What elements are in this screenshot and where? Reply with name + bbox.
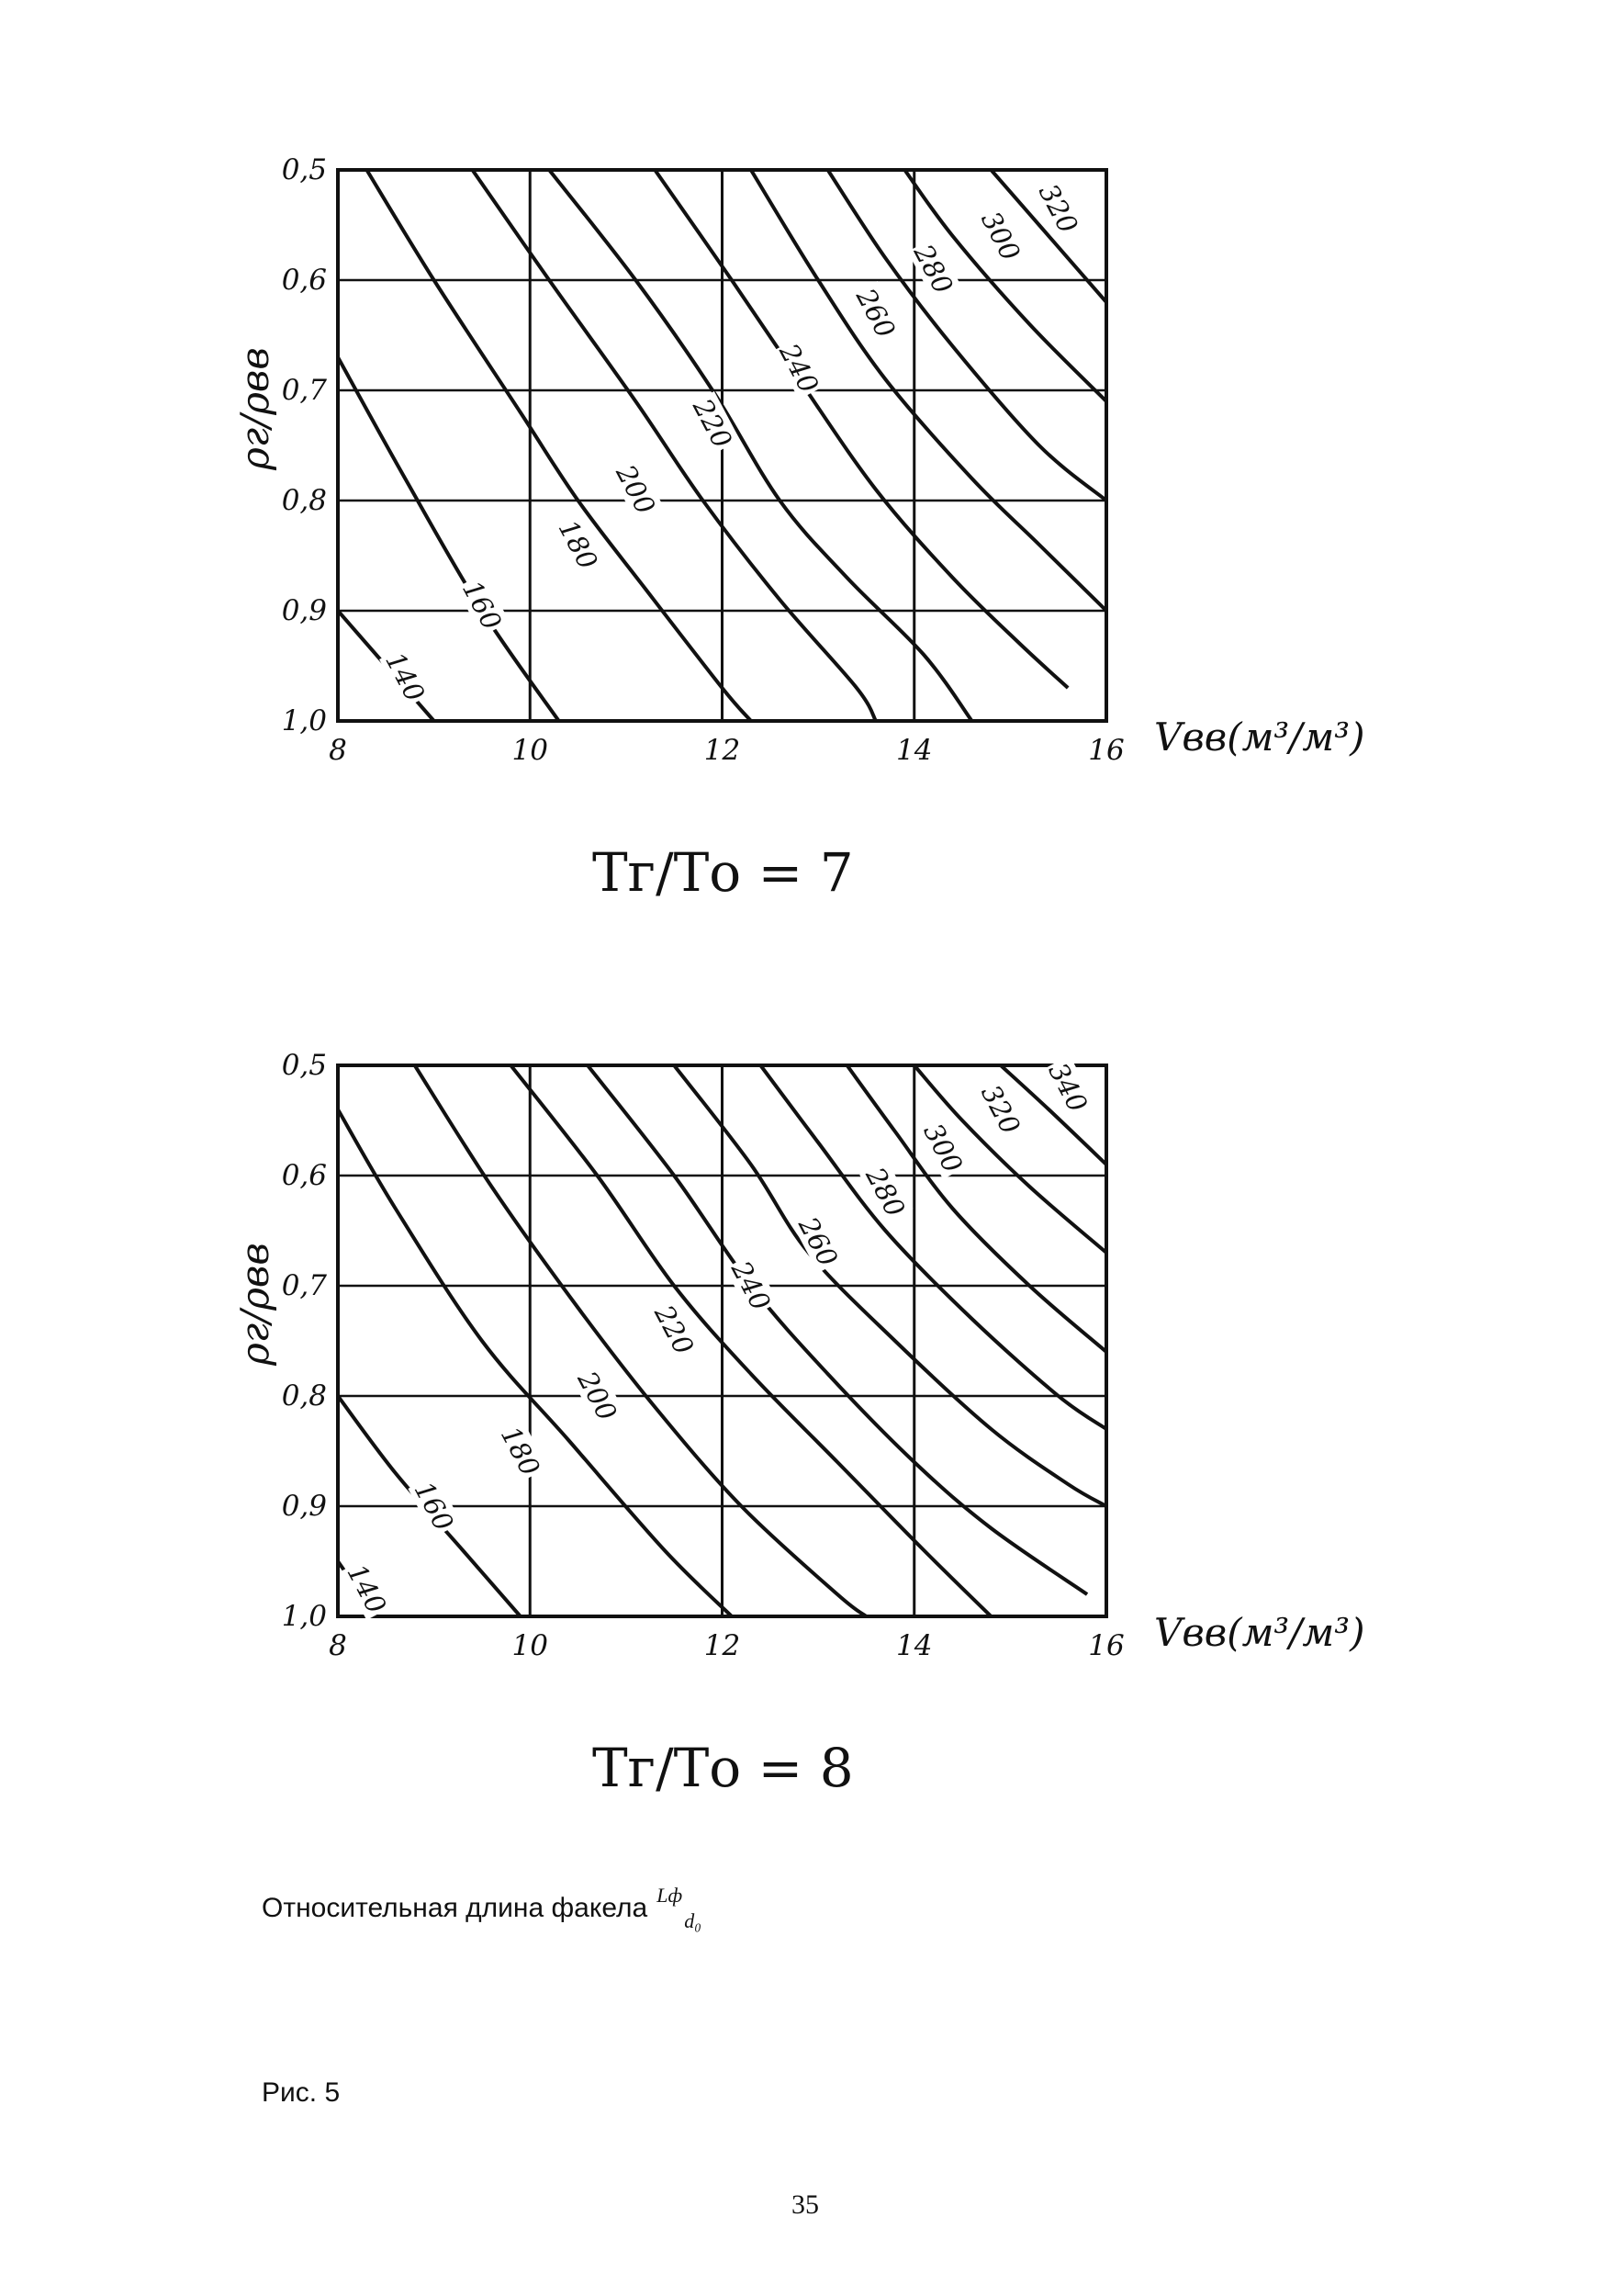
- contour-label-140: [340, 1557, 394, 1620]
- y-tick-label: 0,7: [281, 1269, 327, 1302]
- x-tick-label: 14: [896, 734, 933, 767]
- contour-label-300: [974, 204, 1028, 267]
- y-tick-label: 0,9: [281, 594, 327, 627]
- contour-label-180: [551, 512, 605, 576]
- caption-text: Относительная длина факела: [262, 1892, 648, 1923]
- contour-line-180: [366, 170, 751, 721]
- figure-label: Рис. 5: [262, 2077, 341, 2108]
- contour-label-260: [849, 281, 903, 344]
- y-tick-label: 1,0: [281, 1600, 327, 1633]
- x-tick-label: 14: [896, 1629, 933, 1662]
- y-tick-label: 0,5: [281, 153, 327, 186]
- contour-label-text: 220: [648, 1300, 701, 1360]
- contour-line-180: [338, 1109, 732, 1616]
- contour-label-text: 260: [792, 1211, 845, 1272]
- x-axis-label: Vвв(м³/м³): [1154, 715, 1365, 760]
- contour-label-text: 280: [859, 1162, 912, 1222]
- y-tick-label: 0,8: [281, 484, 327, 517]
- x-tick-label: 10: [511, 734, 548, 767]
- contour-label-text: 260: [849, 283, 902, 343]
- contour-label-text: 240: [724, 1255, 777, 1316]
- x-tick-label: 12: [703, 1629, 741, 1662]
- contour-chart-tg-to-7: [0, 138, 1604, 964]
- contour-label-text: 140: [341, 1559, 393, 1619]
- relative-length-fraction: [656, 1883, 701, 1933]
- figure-caption: [262, 1883, 701, 1933]
- contour-label-text: 340: [1042, 1057, 1094, 1118]
- contour-label-180: [494, 1419, 548, 1482]
- y-axis-label: ρг/ρвв: [232, 347, 277, 470]
- contour-label-140: [378, 645, 432, 708]
- x-tick-label: 16: [1088, 1629, 1125, 1662]
- contour-label-text: 300: [974, 206, 1026, 266]
- contour-label-280: [858, 1160, 913, 1223]
- contour-label-text: 160: [408, 1476, 460, 1536]
- y-tick-label: 0,8: [281, 1379, 327, 1412]
- y-tick-label: 1,0: [281, 704, 327, 737]
- contour-label-320: [974, 1077, 1028, 1141]
- y-tick-label: 0,9: [281, 1490, 327, 1523]
- contour-label-200: [609, 457, 663, 521]
- contour-label-text: 320: [1032, 178, 1084, 239]
- fraction-denominator: d₀: [684, 1908, 701, 1932]
- x-tick-label: 16: [1088, 734, 1125, 767]
- contour-label-text: 140: [379, 647, 432, 707]
- contour-label-320: [1032, 176, 1086, 240]
- y-tick-label: 0,6: [281, 1159, 327, 1192]
- fraction-numerator: Lф: [656, 1884, 683, 1907]
- contour-line-220: [510, 1065, 991, 1616]
- contour-label-text: 200: [571, 1366, 623, 1426]
- x-tick-label: 8: [329, 1629, 347, 1662]
- x-tick-label: 12: [703, 734, 741, 767]
- contour-chart-tg-to-8: [0, 1033, 1604, 1860]
- contour-label-text: 300: [917, 1118, 970, 1178]
- contour-label-text: 180: [552, 514, 604, 575]
- y-axis-label: ρг/ρвв: [232, 1243, 277, 1366]
- contour-line-200: [472, 170, 875, 721]
- x-tick-label: 8: [329, 734, 347, 767]
- parameter-label: Tг/Tо = 8: [592, 1737, 854, 1799]
- contour-label-text: 160: [455, 575, 508, 636]
- contour-label-text: 320: [974, 1079, 1026, 1140]
- contour-line-160: [338, 357, 559, 721]
- y-tick-label: 0,6: [281, 264, 327, 297]
- x-tick-label: 10: [511, 1629, 548, 1662]
- contour-label-text: 280: [907, 239, 959, 299]
- contour-label-text: 240: [773, 338, 825, 399]
- parameter-label: Tг/Tо = 7: [592, 841, 854, 904]
- contour-label-text: 200: [610, 459, 662, 520]
- y-tick-label: 0,7: [281, 374, 327, 407]
- x-axis-label: Vвв(м³/м³): [1154, 1610, 1365, 1655]
- y-tick-label: 0,5: [281, 1049, 327, 1082]
- contour-label-text: 180: [494, 1421, 546, 1481]
- page-number: 35: [791, 2189, 819, 2220]
- contour-label-text: 220: [687, 393, 739, 454]
